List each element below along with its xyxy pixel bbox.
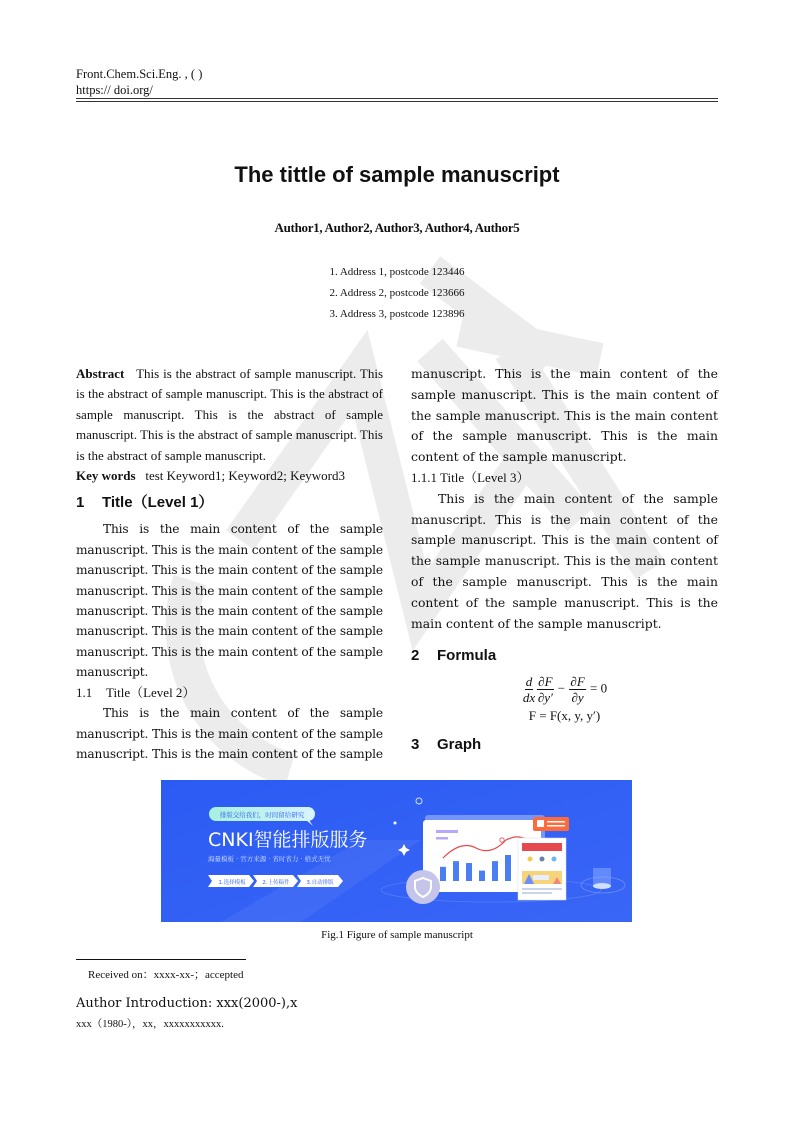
dashboard-bar (453, 861, 459, 881)
section-1-heading (76, 493, 383, 513)
denominator: ∂y (571, 690, 584, 706)
functional-definition: F = F(x, y, y′) (528, 708, 601, 724)
banner-title: CNKI智能排版服务 (208, 829, 368, 851)
section-1-1-1-paragraph: This is the main content of the sample manuscript. This is the main content of the sample manuscript. This is the main content of the sample manuscript. This is the main content of the sample manuscript. This is the main content of the sample manuscript. This is the main content of the sample manuscript. (411, 490, 718, 631)
section-1-1-paragraph: This is the main content of the sample manuscript. This is the main content of the sample manuscript. This is the main content of the sample (76, 706, 383, 761)
fraction (569, 674, 585, 705)
author-introduction-detail: xxx（1980-），xx，xxxxxxxxxxx. (76, 1019, 224, 1030)
section-number: 1.1 (76, 684, 93, 700)
denominator: ∂y′ (537, 690, 553, 706)
paper-title: The tittle of sample manuscript (234, 162, 560, 187)
equals-zero: = 0 (590, 680, 608, 696)
dashboard-bar (492, 861, 498, 881)
abstract-label: Abstract (76, 366, 125, 381)
banner-subtitle: 海量模板 · 官方来源 · 省时省力 · 格式无忧 (208, 855, 331, 863)
banner-step-1: 1.选择模板 (218, 880, 246, 886)
keywords-block (76, 466, 383, 486)
journal-citation: Front.Chem.Sci.Eng. , ( ) (76, 67, 203, 81)
section-1-paragraph: This is the main content of the sample manuscript. This is the main content of the sample manuscript. This is the main content of the sample manuscript. This is the main content of the sample manuscript. This is the main content of the sample manuscript. This is the main content of the sample manuscript. This is the main content of the sample manuscript. (76, 522, 383, 680)
denominator: dx (522, 690, 536, 706)
section-1-1-paragraph-continued: manuscript. This is the main content of the sample manuscript. This is the main content of the sample manuscript. This is the main content of the sample manuscript. This is the main content of the sample manuscript. (411, 366, 718, 465)
section-title: Formula (437, 647, 497, 665)
dashboard-bar (479, 871, 485, 881)
abstract-block (76, 364, 383, 466)
shield-badge (406, 870, 440, 904)
author-introduction: Author Introduction: xxx(2000-),x (76, 996, 298, 1011)
numerator: ∂F (570, 674, 585, 690)
affiliation-list (0, 262, 794, 325)
banner-bubble-text: 排版交给我们，时间留给研究 (219, 811, 305, 819)
banner-steps (208, 875, 343, 887)
section-2-heading (411, 646, 718, 666)
running-header (76, 66, 202, 98)
keywords-text: test Keyword1; Keyword2; Keyword3 (145, 468, 345, 484)
section-title: Graph (437, 736, 482, 754)
keywords-label: Key words (76, 468, 136, 484)
fraction (523, 674, 535, 705)
fraction (537, 674, 553, 705)
dashboard-bar (466, 863, 472, 881)
numerator: ∂F (538, 674, 553, 690)
affiliation-3: 3. Address 3, postcode 123896 (329, 308, 465, 320)
banner-step-2: 2.上传稿件 (262, 880, 290, 886)
dashboard-bar (505, 855, 511, 881)
section-title: Title（Level 2） (106, 684, 196, 700)
banner-step-3: 3.自动排版 (306, 880, 334, 886)
affiliation-2: 2. Address 2, postcode 123666 (329, 287, 465, 299)
section-title: Title（Level 1） (102, 494, 214, 512)
numerator: d (525, 674, 533, 690)
author-list: Author1, Author2, Author3, Author4, Author5 (274, 220, 520, 235)
section-1-1-heading (76, 683, 383, 703)
received-date: Received on：xxxx-xx-；accepted (88, 969, 244, 981)
section-number: 2 (411, 647, 420, 665)
figure-1-caption: Fig.1 Figure of sample manuscript (321, 929, 473, 941)
figure-1-image (161, 780, 632, 922)
dashboard-bar (440, 867, 446, 881)
header-double-rule (76, 98, 718, 102)
footnote-rule (76, 959, 246, 960)
minus-sign: − (557, 680, 566, 696)
euler-lagrange-equation (411, 674, 718, 705)
doi-link[interactable]: https:// doi.org/ (76, 83, 153, 97)
section-number: 3 (411, 736, 420, 754)
right-column (411, 364, 718, 763)
left-column (76, 364, 383, 764)
affiliation-1: 1. Address 1, postcode 123446 (329, 266, 465, 278)
section-1-1-1-heading: 1.1.1 Title（Level 3） (411, 469, 530, 485)
section-number: 1 (76, 494, 85, 512)
abstract-text: This is the abstract of sample manuscript. This is the abstract of sample manuscript. This is the abstract of sample manuscript. This is the abstract of sample manuscript. This is the abstract of sample manuscript. This is the abstract of sample manuscript. (76, 366, 384, 463)
section-3-heading (411, 735, 718, 755)
formula-block (411, 674, 718, 725)
